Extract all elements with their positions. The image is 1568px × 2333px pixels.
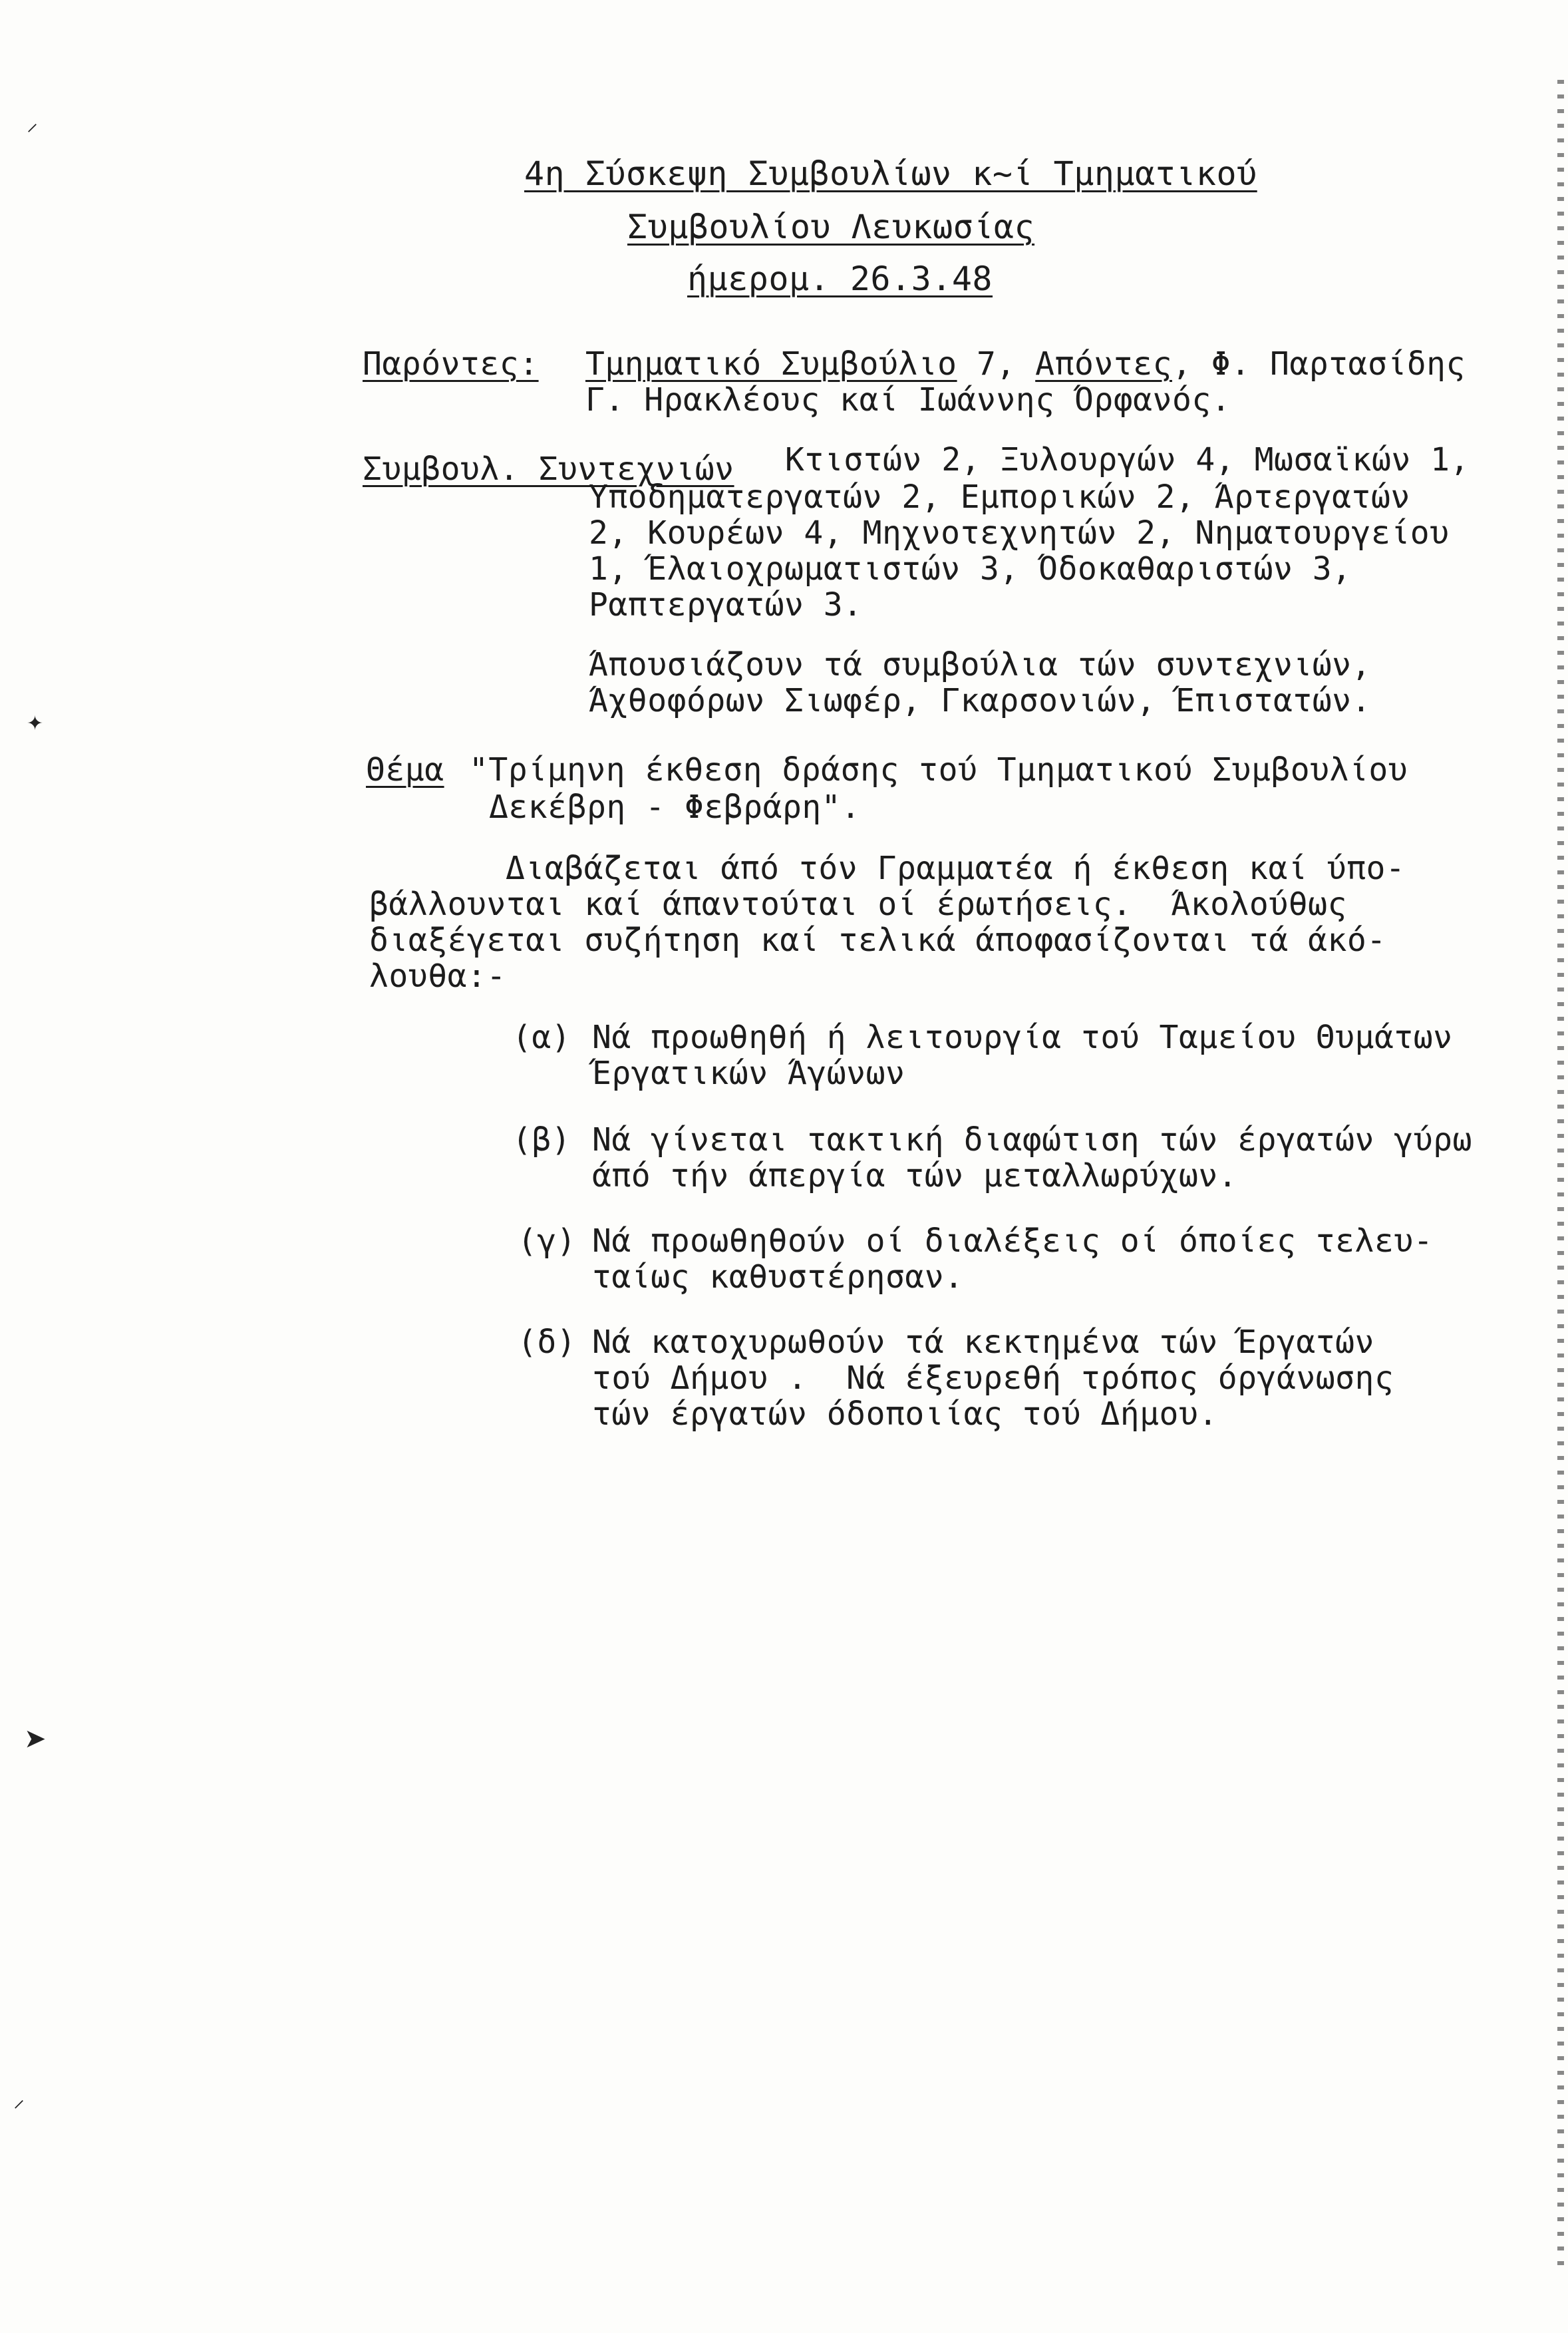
decision-c-marker: (γ) <box>518 1222 577 1260</box>
topic-line-2: Δεκέβρη - Φεβράρη". <box>489 789 861 826</box>
attendees-line-2: Γ. Ηρακλέους καί Ιωάννης Όρφανός. <box>585 381 1231 419</box>
topic-line-1: "Τρίμηνη έκθεση δράσης τού Τμηματικού Συμβουλίου <box>469 751 1408 789</box>
margin-arrow-icon: ➤ <box>24 1723 47 1754</box>
attendees-line-1 <box>585 345 1466 383</box>
decision-b-marker: (β) <box>512 1121 571 1159</box>
decision-d-line-3: τών έργατών όδοποιίας τού Δήμου. <box>592 1395 1218 1433</box>
decision-a-line-2: Έργατικών Άγώνων <box>592 1055 905 1092</box>
decision-b-line-2: άπό τήν άπεργία τών μεταλλωρύχων. <box>592 1157 1238 1194</box>
scan-speck: ⸝ <box>27 110 38 136</box>
unions-line-4: 1, Έλαιοχρωματιστών 3, Όδοκαθαριστών 3, <box>589 550 1352 588</box>
body-line-3: διαξέγεται συζήτηση καί τελικά άποφασίζονται τά άκό- <box>369 922 1386 959</box>
title-line-1: 4η Σύσκεψη Συμβουλίων κ~ί Τμηματικού <box>524 154 1257 193</box>
decision-b-line-1: Νά γίνεται τακτική διαφώτιση τών έργατών γύρω <box>592 1121 1472 1159</box>
title-line-2: Συμβουλίου Λευκωσίας <box>627 208 1035 246</box>
body-line-2: βάλλουνται καί άπαντούται οί έρωτήσεις. Άκολούθως <box>369 886 1347 923</box>
absentees-line-2: Άχθοφόρων Σιωφέρ, Γκαρσονιών, Έπιστατών. <box>589 682 1371 719</box>
unions-line-3: 2, Κουρέων 4, Μηχνοτεχνητών 2, Νηματουργείου <box>589 514 1450 552</box>
unions-label: Συμβουλ. Συντεχνιών <box>363 450 734 488</box>
absent-label: Απόντες <box>1035 345 1172 383</box>
body-line-4: λουθα:- <box>369 958 506 995</box>
attendees-label: Παρόντες: <box>363 345 539 383</box>
title-date: ήμερομ. 26.3.48 <box>687 260 993 298</box>
decision-a-line-1: Νά προωθηθή ή λειτουργία τού Ταμείου Θυμάτων <box>592 1019 1453 1056</box>
decision-d-line-2: τού Δήμου . Νά έξευρεθή τρόπος όργάνωσης <box>592 1359 1394 1397</box>
decision-a-marker: (α) <box>512 1019 571 1056</box>
attendees-count: 7, <box>957 345 1036 383</box>
topic-label: Θέμα <box>366 751 444 789</box>
decision-d-marker: (δ) <box>518 1324 577 1361</box>
scan-speck: ✦ <box>27 712 44 735</box>
attendees-council: Τμηματικό Συμβούλιο <box>585 345 957 383</box>
unions-line-5: Ραπτεργατών 3. <box>589 586 863 624</box>
absent-first: , Φ. Παρτασίδης <box>1172 345 1466 383</box>
decision-d-line-1: Νά κατοχυρωθούν τά κεκτημένα τών Έργατών <box>592 1324 1374 1361</box>
decision-c-line-1: Νά προωθηθούν οί διαλέξεις οί όποίες τελευ- <box>592 1222 1434 1260</box>
decision-c-line-2: ταίως καθυστέρησαν. <box>592 1258 964 1296</box>
scan-speck: ⸝ <box>13 2086 25 2113</box>
unions-line-1: Κτιστών 2, Ξυλουργών 4, Μωσαϊκών 1, <box>785 441 1470 478</box>
scan-edge-marks <box>1557 80 1564 2276</box>
unions-line-2: Υποδηματεργατών 2, Εμπορικών 2, Άρτεργατών <box>589 478 1410 516</box>
absentees-line-1: Άπουσιάζουν τά συμβούλια τών συντεχνιών, <box>589 646 1371 683</box>
body-line-1: Διαβάζεται άπό τόν Γραμματέα ή έκθεση καί ύπο- <box>506 850 1406 887</box>
